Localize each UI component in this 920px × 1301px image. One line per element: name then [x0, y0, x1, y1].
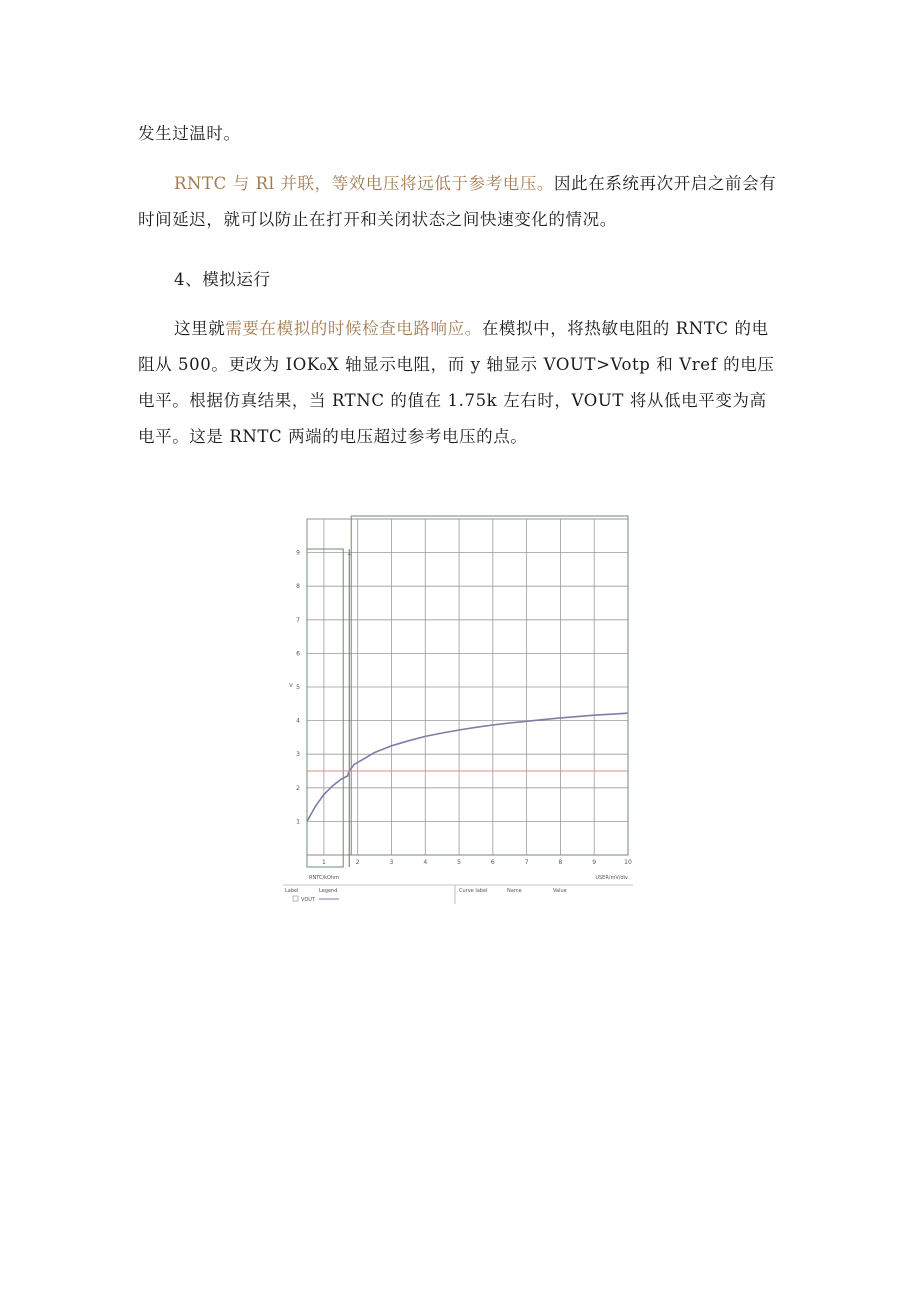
x-tick-label: 4	[423, 859, 428, 866]
legend-header-legend: Legend	[319, 888, 338, 894]
y-tick-label: 3	[296, 751, 300, 759]
paragraph-text: 在模拟中，将热敏电阻的 RNTC 的电阻从 500。更改为 IOK₀X 轴显示电阻，而 y 轴显示 VOUT>Votp 和 Vref 的电压电平。根据仿真结果，当 RTNC 的值在 1.75k 左右时，VOUT 将从低电平变为高电平。这是 RNTC 两端的电压超过参考电压的点。	[138, 319, 775, 446]
y-tick-label: 4	[296, 717, 300, 725]
legend-entry-vout: VOUT	[301, 897, 315, 903]
x-axis-label-right: USER/mV/div	[595, 875, 628, 881]
section-heading: 4、模拟运行	[174, 270, 271, 289]
y-tick-label: 6	[296, 650, 300, 658]
y-tick-label: 1	[296, 818, 300, 826]
legend-checkbox	[293, 896, 298, 901]
paragraph-lead: 这里就	[174, 319, 226, 338]
y-tick-label: 7	[296, 616, 300, 624]
chart-svg	[283, 514, 635, 904]
cursor-header-curve: Curve label	[459, 888, 488, 894]
y-axis-label: V	[289, 683, 293, 689]
paragraph-simulation	[138, 311, 782, 455]
x-tick-label: 5	[457, 859, 461, 866]
highlight-text: 需要在模拟的时候检查电路响应。	[225, 319, 482, 338]
x-tick-label: 6	[490, 859, 495, 866]
x-tick-label: 10	[624, 859, 632, 866]
y-tick-label: 5	[296, 684, 300, 691]
paragraph-parallel	[138, 166, 782, 238]
simulation-chart	[283, 514, 635, 904]
legend-header-label: Label	[285, 888, 299, 894]
cursor-header-value: Value	[553, 888, 567, 894]
cursor-header-name: Name	[507, 888, 522, 894]
x-tick-label: 8	[558, 859, 563, 866]
y-tick-label: 9	[296, 549, 300, 557]
x-tick-label: 2	[355, 859, 360, 866]
chart-grid	[307, 516, 628, 867]
x-tick-label: 1	[321, 859, 326, 866]
chart-panels	[283, 885, 633, 904]
x-axis-label-left: RNTC/kOhm	[309, 875, 340, 881]
x-tick-label: 9	[592, 859, 597, 866]
x-tick-label: 7	[524, 859, 529, 866]
highlight-text: RNTC 与 Rl 并联，等效电压将远低于参考电压。	[174, 174, 555, 193]
paragraph-text: 因此在系统再次开启之前会有时间延迟，就可以防止在打开和关闭状态之间快速变化的情况。	[138, 174, 777, 229]
y-tick-label: 2	[296, 784, 300, 792]
paragraph-overtemp: 发生过温时。	[138, 124, 241, 143]
y-tick-label: 8	[296, 583, 300, 591]
cursor-marker: +	[347, 552, 352, 558]
x-tick-label: 3	[389, 859, 394, 866]
